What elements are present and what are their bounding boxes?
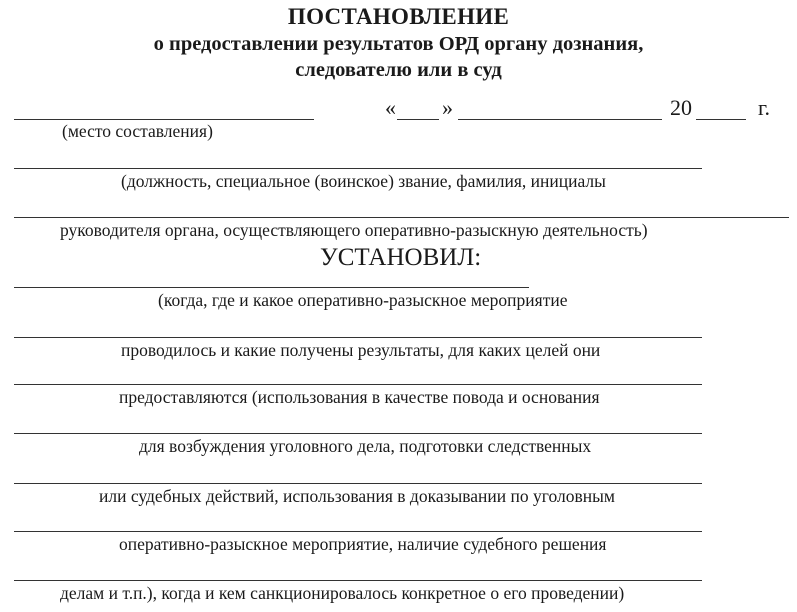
place-blank-line[interactable] xyxy=(14,119,314,120)
established-blank-line-4[interactable] xyxy=(14,433,702,434)
section-title: УСТАНОВИЛ: xyxy=(320,244,482,271)
established-caption-3: предоставляются (использования в качестве повода и основания xyxy=(119,387,600,407)
head-of-body-blank-line[interactable] xyxy=(14,217,789,218)
head-of-body-caption: руководителя органа, осуществляющего оперативно-разыскную деятельность) xyxy=(60,220,648,240)
established-blank-line-3[interactable] xyxy=(14,384,702,385)
established-caption-5: или судебных действий, использования в доказывании по уголовным xyxy=(99,486,615,506)
document-subtitle-line-2: следователю или в суд xyxy=(295,59,502,81)
established-blank-line-2[interactable] xyxy=(14,337,702,338)
day-blank-line[interactable] xyxy=(397,119,439,120)
established-caption-7: делам и т.п.), когда и кем санкционировалось конкретное о его проведении) xyxy=(60,583,625,603)
year-suffix: г. xyxy=(758,95,771,120)
established-blank-line-1[interactable] xyxy=(14,287,529,288)
position-blank-line[interactable] xyxy=(14,168,702,169)
established-blank-line-7[interactable] xyxy=(14,580,702,581)
established-caption-1: (когда, где и какое оперативно-разыскное мероприятие xyxy=(158,290,568,310)
established-caption-2: проводилось и какие получены результаты, для каких целей они xyxy=(121,340,601,360)
year-blank-line[interactable] xyxy=(696,119,746,120)
day-open-quote: « xyxy=(385,95,396,120)
day-close-quote: » xyxy=(442,95,453,120)
document-title: ПОСТАНОВЛЕНИЕ xyxy=(287,4,510,29)
year-prefix: 20 xyxy=(670,95,692,120)
place-caption: (место составления) xyxy=(62,121,213,141)
month-blank-line[interactable] xyxy=(458,119,662,120)
established-blank-line-5[interactable] xyxy=(14,483,702,484)
established-caption-6: оперативно-разыскное мероприятие, наличие судебного решения xyxy=(119,534,607,554)
established-caption-4: для возбуждения уголовного дела, подготовки следственных xyxy=(139,436,592,456)
position-caption: (должность, специальное (воинское) звание, фамилия, инициалы xyxy=(121,171,606,191)
established-blank-line-6[interactable] xyxy=(14,531,702,532)
document-subtitle-line-1: о предоставлении результатов ОРД органу дознания, xyxy=(153,33,644,55)
